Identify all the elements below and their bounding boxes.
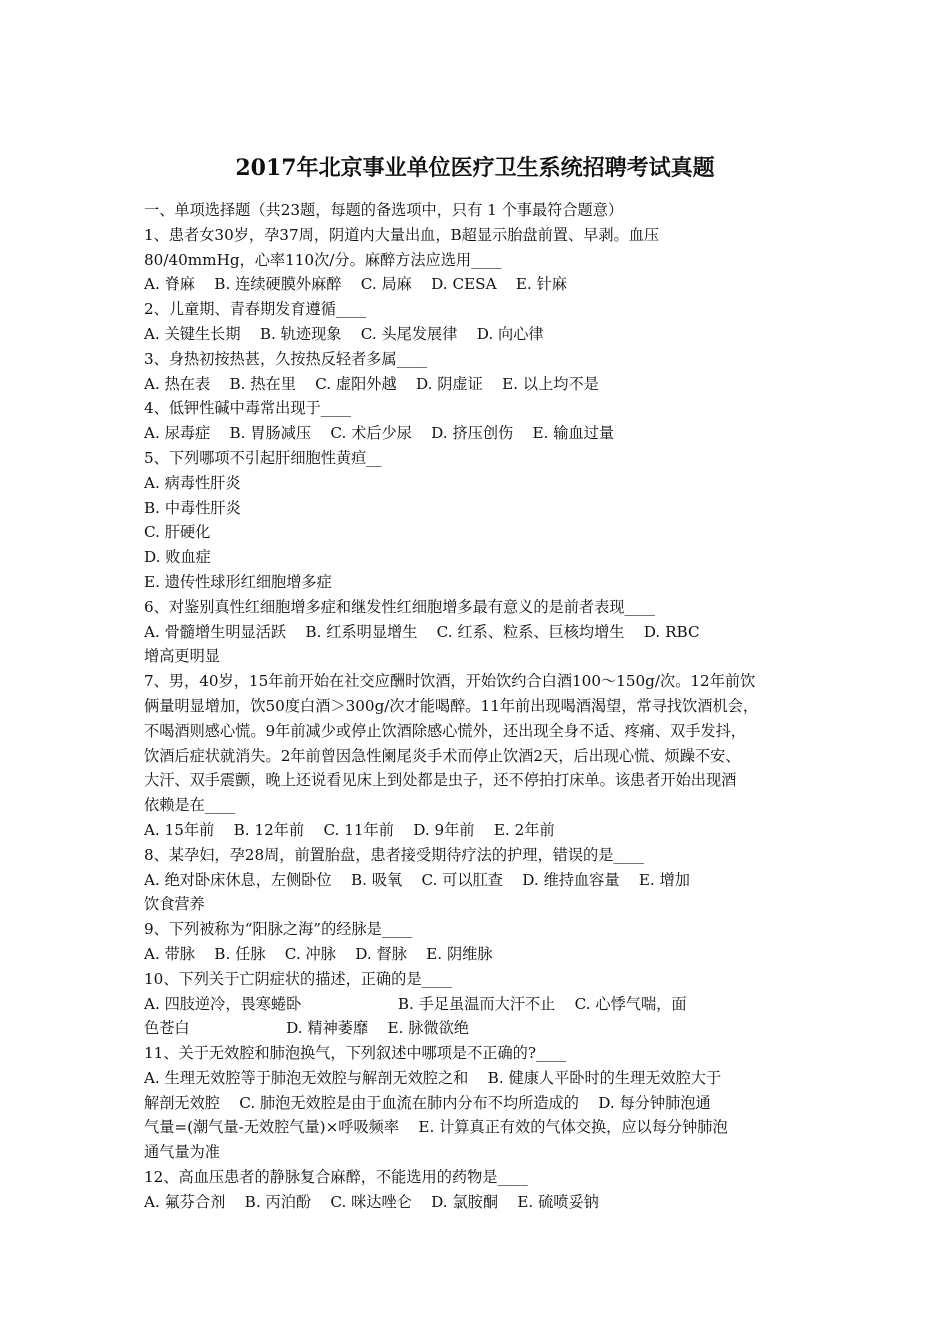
text-line: A. 骨髓增生明显活跃 B. 红系明显增生 C. 红系、粒系、巨核均增生 D. RBC	[144, 622, 700, 641]
text-line: A. 生理无效腔等于肺泡无效腔与解剖无效腔之和 B. 健康人平卧时的生理无效腔大于	[144, 1068, 722, 1087]
text-line: A. 脊麻 B. 连续硬膜外麻醉 C. 局麻 D. CESA E. 针麻	[144, 275, 567, 294]
text-line: B. 中毒性肝炎	[144, 498, 241, 517]
text-line: A. 四肢逆冷，畏寒蜷卧 B. 手足虽温而大汗不止 C. 心悸气喘，面	[144, 994, 687, 1013]
text-line: 色苍白 D. 精神萎靡 E. 脉微欲绝	[144, 1019, 469, 1038]
text-line: 8、某孕妇，孕28周，前置胎盘，患者接受期待疗法的护理，错误的是____	[144, 845, 644, 864]
text-line: A. 带脉 B. 任脉 C. 冲脉 D. 督脉 E. 阴维脉	[144, 944, 493, 963]
text-line: 12、高血压患者的静脉复合麻醉，不能选用的药物是____	[144, 1168, 528, 1187]
text-line: 2、儿童期、青春期发育遵循____	[144, 300, 367, 319]
text-line: 增高更明显	[144, 647, 220, 666]
text-line: 3、身热初按热甚，久按热反轻者多属____	[144, 349, 428, 368]
text-line: 依赖是在____	[144, 796, 236, 815]
text-line: C. 肝硬化	[144, 523, 211, 542]
text-line: 大汗、双手震颤，晚上还说看见床上到处都是虫子，还不停拍打床单。该患者开始出现酒	[144, 771, 737, 790]
text-line: 10、下列关于亡阴症状的描述，正确的是____	[144, 969, 452, 988]
text-line: E. 遗传性球形红细胞增多症	[144, 572, 332, 591]
text-line: 通气量为准	[144, 1143, 220, 1162]
document-body	[144, 198, 814, 1215]
text-line: A. 尿毒症 B. 胃肠减压 C. 术后少尿 D. 挤压创伤 E. 输血过量	[144, 424, 615, 443]
text-line: 5、下列哪项不引起肝细胞性黄疸__	[144, 448, 382, 467]
text-line: 7、男，40岁，15年前开始在社交应酬时饮酒，开始饮约合白酒100～150g/次。12年前饮	[144, 672, 756, 691]
text-line: 1、患者女30岁，孕37周，阴道内大量出血，B超显示胎盘前置、早剥。血压	[144, 225, 660, 244]
text-line: 饮食营养	[144, 895, 205, 914]
text-line: A. 关键生长期 B. 轨迹现象 C. 头尾发展律 D. 向心律	[144, 324, 544, 343]
text-line: D. 败血症	[144, 548, 211, 567]
text-line: 6、对鉴别真性红细胞增多症和继发性红细胞增多最有意义的是前者表现____	[144, 597, 655, 616]
text-line: 4、低钾性碱中毒常出现于____	[144, 399, 352, 418]
text-line: 俩量明显增加，饮50度白酒＞300g/次才能喝醉。11年前出现喝酒渴望，常寻找饮酒机会，	[144, 696, 759, 715]
text-line: 饮酒后症状就消失。2年前曾因急性阑尾炎手术而停止饮酒2天，后出现心慌、烦躁不安、	[144, 746, 741, 765]
text-line: 11、关于无效腔和肺泡换气，下列叙述中哪项是不正确的?____	[144, 1044, 567, 1063]
text-line: 80/40mmHg，心率110次/分。麻醉方法应选用____	[144, 250, 502, 269]
text-line: A. 病毒性肝炎	[144, 473, 241, 492]
page-title: 2017年北京事业单位医疗卫生系统招聘考试真题	[235, 155, 715, 181]
text-line: 一、单项选择题（共23题，每题的备选项中，只有 1 个事最符合题意）	[144, 201, 624, 219]
text-line: 9、下列被称为“阳脉之海”的经脉是____	[144, 920, 413, 939]
text-line: A. 绝对卧床休息，左侧卧位 B. 吸氧 C. 可以肛查 D. 维持血容量 E. 增加	[144, 870, 690, 889]
text-line: A. 15年前 B. 12年前 C. 11年前 D. 9年前 E. 2年前	[144, 820, 555, 839]
text-line: A. 氟芬合剂 B. 丙泊酚 C. 咪达唑仑 D. 氯胺酮 E. 硫喷妥钠	[144, 1192, 599, 1211]
text-line: A. 热在表 B. 热在里 C. 虚阳外越 D. 阴虚证 E. 以上均不是	[144, 374, 599, 393]
text-line: 解剖无效腔 C. 肺泡无效腔是由于血流在肺内分布不均所造成的 D. 每分钟肺泡通	[144, 1093, 711, 1112]
text-line: 气量=(潮气量-无效腔气量)×呼吸频率 E. 计算真正有效的气体交换，应以每分钟肺泡	[144, 1118, 728, 1137]
text-line: 不喝酒则感心慌。9年前减少或停止饮酒除感心慌外，还出现全身不适、疼痛、双手发抖，	[144, 721, 746, 740]
